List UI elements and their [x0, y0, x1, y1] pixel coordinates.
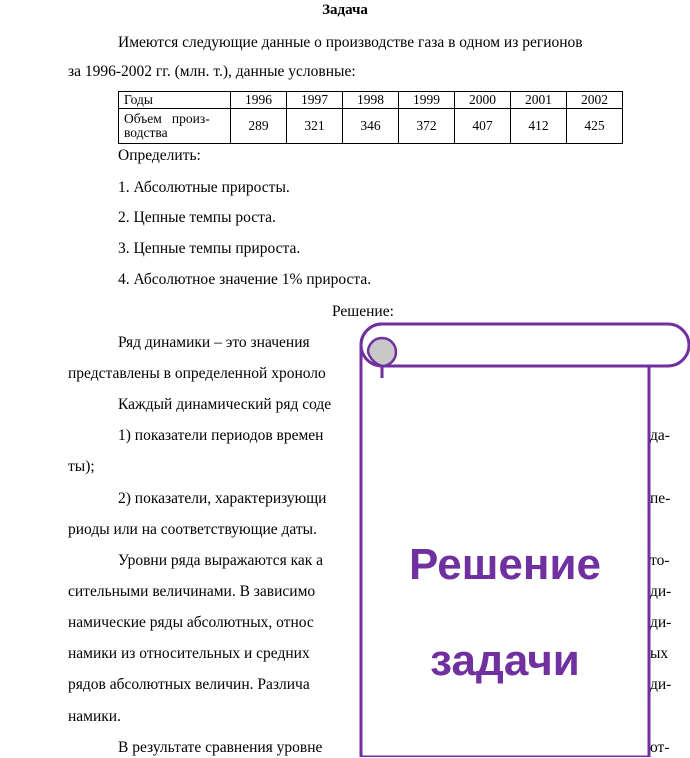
body-line: намики из относительных и средних: [68, 645, 310, 662]
table-year-cell: 1996: [231, 92, 287, 109]
body-line: Уровни ряда выражаются как а: [118, 552, 324, 569]
solution-heading: Решение:: [332, 303, 394, 320]
body-line: сительными величинами. В зависимо: [68, 583, 316, 600]
table-year-cell: 1999: [399, 92, 455, 109]
banner-title-line2: задачи: [430, 636, 580, 685]
body-line: представлены в определенной хроноло: [68, 365, 326, 382]
body-line-fragment: то-: [650, 552, 670, 569]
body-line: 1) показатели периодов времен: [118, 427, 324, 444]
table-value-cell: 346: [343, 109, 399, 144]
body-line-fragment: ых: [650, 645, 669, 662]
intro-line-1: Имеются следующие данные о производстве газа в одном из регионов: [118, 34, 583, 51]
determine-label: Определить:: [118, 147, 201, 164]
table-header-label: Годы: [119, 92, 231, 109]
scroll-shape: [356, 318, 690, 757]
body-line-fragment: от-: [650, 739, 670, 756]
body-line: рядов абсолютных величин. Различа: [68, 676, 310, 693]
intro-line-2: за 1996-2002 гг. (млн. т.), данные условные:: [68, 63, 356, 80]
body-line: ты);: [68, 458, 95, 475]
table-row-label-line2: водства: [124, 125, 168, 140]
table-value-row: [119, 109, 623, 144]
table-value-cell: 372: [399, 109, 455, 144]
task-item: 3. Цепные темпы прироста.: [118, 240, 301, 257]
table-value-cell: 425: [567, 109, 623, 144]
table-value-cell: 289: [231, 109, 287, 144]
table-row-label: [119, 109, 231, 144]
table-year-cell: 1997: [287, 92, 343, 109]
task-item: 2. Цепные темпы роста.: [118, 209, 276, 226]
body-line: риоды или на соответствующие даты.: [68, 521, 317, 538]
table-header-row: [119, 92, 623, 109]
body-line: Ряд динамики – это значения: [118, 334, 310, 351]
body-line: намики.: [68, 708, 121, 725]
table-year-cell: 2000: [455, 92, 511, 109]
banner-title-line1: Решение: [409, 540, 601, 589]
gas-production-table: [118, 91, 623, 144]
table-value-cell: 412: [511, 109, 567, 144]
body-line-fragment: ди-: [650, 583, 672, 600]
body-line: В результате сравнения уровне: [118, 739, 323, 756]
body-line-fragment: ди-: [650, 614, 672, 631]
body-line-fragment: ди-: [650, 676, 672, 693]
body-line-fragment: пе-: [650, 490, 671, 507]
body-line: намические ряды абсолютных, относ: [68, 614, 314, 631]
table-year-cell: 2001: [511, 92, 567, 109]
task-item: 1. Абсолютные приросты.: [118, 179, 290, 196]
body-line: Каждый динамический ряд соде: [118, 396, 332, 413]
table-value-cell: 321: [287, 109, 343, 144]
table-year-cell: 1998: [343, 92, 399, 109]
document-title: Задача: [322, 2, 368, 18]
body-line: 2) показатели, характеризующи: [118, 490, 327, 507]
task-item: 4. Абсолютное значение 1% прироста.: [118, 271, 372, 288]
body-line-fragment: да-: [650, 427, 670, 444]
table-value-cell: 407: [455, 109, 511, 144]
table-row-label-line1: Объем произ-: [124, 111, 210, 126]
solution-scroll-banner[interactable]: [356, 318, 690, 757]
table-year-cell: 2002: [567, 92, 623, 109]
